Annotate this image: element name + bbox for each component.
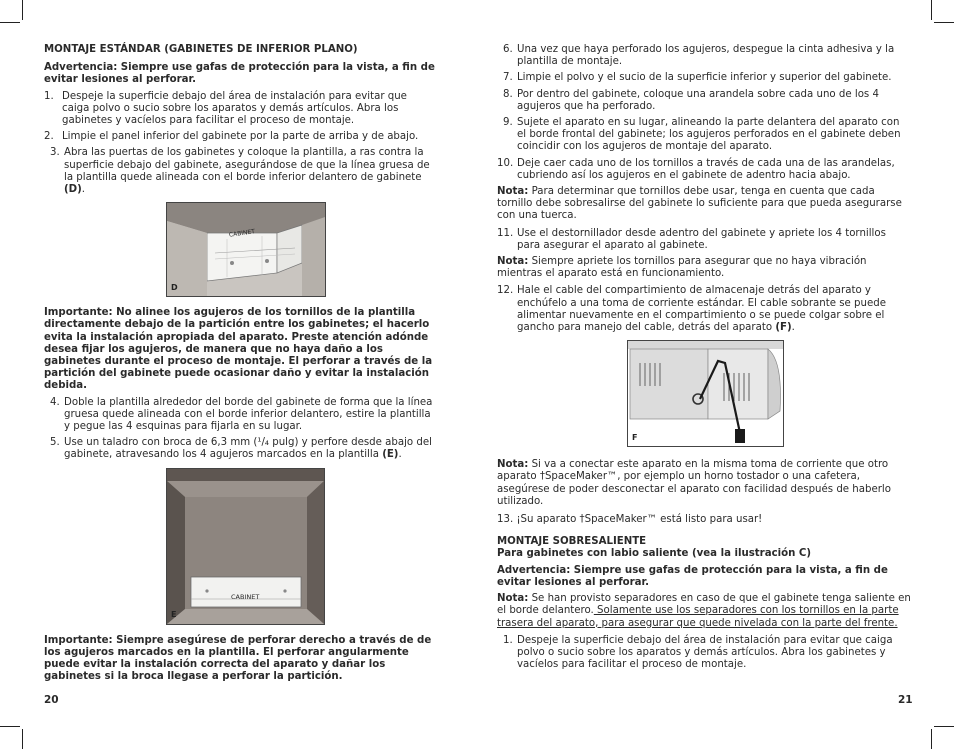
- section-subheading: Para gabinetes con labio saliente (vea la ilustración C): [497, 548, 812, 560]
- note: Nota: Para determinar que tornillos debe usar, tenga en cuenta que cada tornillo debe sobresalirse del gabinete lo suficiente para que pueda asegurarse con una tuerca.: [497, 186, 902, 222]
- note: Nota: Si va a conectar este aparato en la misma toma de corriente que otro aparato †SpaceMaker™, por ejemplo un horno tostador o una cafetera, asegúrese de poder desconectar el aparato con facilidad después de haberlo utilizado.: [497, 459, 891, 507]
- important-note: Importante: Siempre asegúrese de perforar derecho a través de de los agujeros marcados en la plantilla. El perforar angularmente puede evitar la instalación correcta del aparato y dañar los gabinetes si la broca llegase a perforar la partición.: [44, 634, 432, 683]
- page-number: 21: [898, 694, 913, 706]
- safety-warning: Advertencia: Siempre use gafas de protección para la vista, a fin de evitar lesiones al perforar.: [497, 564, 888, 588]
- list-item: 1. Despeje la superficie debajo del área de instalación para evitar que caiga polvo o sucio sobre los aparatos y demás artículos. Abra los gabinetes y vacíelos para facilitar el proceso de montaje.: [503, 634, 893, 671]
- appliance-cord-illustration: [628, 341, 783, 446]
- section-heading: MONTAJE ESTÁNDAR (GABINETES DE INFERIOR PLANO): [44, 44, 358, 55]
- cabinet-template-illustration: [167, 203, 325, 296]
- figure-letter: E: [171, 610, 177, 620]
- list-item: 4. Doble la plantilla alrededor del borde del gabinete de forma que la línea gruesa quede alineada con el borde inferior delantero, estire la plantilla y pegue las 4 esquinas para fijarla en su lugar.: [50, 396, 433, 433]
- list-item: 3. Abra las puertas de los gabinetes y coloque la plantilla, a ras contra la superficie debajo del gabinete, asegurándose de que la línea gruesa de la plantilla quede alineada con el borde inferior delantero de gabinete (D).: [50, 147, 430, 196]
- list-item: 5. Use un taladro con broca de 6,3 mm (¹/₄ pulg) y perfore desde abajo del gabinete, atravesando los 4 agujeros marcados en la plantilla (E).: [50, 437, 432, 461]
- cabinet-label: CABINET: [228, 228, 256, 240]
- list-item: 2. Limpie el panel inferior del gabinete por la parte de arriba y de abajo.: [44, 131, 419, 143]
- crop-mark: [0, 22, 20, 23]
- crop-mark: [931, 0, 932, 20]
- safety-warning: Advertencia: Siempre use gafas de protección para la vista, a fin de evitar lesiones al perforar.: [44, 62, 435, 86]
- list-item: 11. Use el destornillador desde adentro del gabinete y apriete los 4 tornillos para asegurar el aparato al gabinete.: [497, 227, 886, 251]
- list-item: 10. Deje caer cada uno de los tornillos a través de cada una de las arandelas, cubriendo así los agujeros en el gabinete de adentro hacia abajo.: [497, 157, 895, 181]
- note: Nota: Se han provisto separadores en caso de que el gabinete tenga saliente en el borde delantero. Solamente use los separadores con los tornillos en la parte trasera del aparato, para asegurar que quede nivelada con la parte del frente.: [497, 593, 911, 629]
- crop-mark: [934, 22, 954, 23]
- list-item: 9. Sujete el aparato en su lugar, alineando la parte delantera del aparato con el borde frontal del gabinete; los agujeros perforados en el gabinete deben coincidir con los agujeros de montaje del aparato.: [503, 117, 901, 153]
- figure-f: [627, 340, 784, 447]
- final-step: 13. ¡Su aparato †SpaceMaker™ está listo para usar!: [497, 514, 763, 526]
- crop-mark: [934, 726, 954, 727]
- list-item: 1. Despeje la superficie debajo del área de instalación para evitar que caiga polvo o sucio sobre los aparatos y demás artículos. Abra los gabinetes y vacíelos para facilitar el proceso de montaje.: [44, 90, 407, 127]
- crop-mark: [931, 729, 932, 749]
- crop-mark: [22, 0, 23, 20]
- list-item: 7. Limpie el polvo y el sucio de la superficie inferior y superior del gabinete.: [503, 72, 892, 84]
- section-heading: MONTAJE SOBRESALIENTE: [497, 536, 647, 548]
- crop-mark: [0, 726, 20, 727]
- left-page: [44, 44, 436, 683]
- page-number: 20: [44, 694, 59, 706]
- crop-mark: [22, 729, 23, 749]
- right-page: [497, 44, 911, 675]
- figure-letter: D: [171, 283, 178, 293]
- cabinet-label: CABINET: [231, 592, 260, 601]
- list-item: 8. Por dentro del gabinete, coloque una arandela sobre cada uno de los 4 agujeros que ha perforado.: [503, 88, 879, 112]
- list-item: 12. Hale el cable del compartimiento de almacenaje detrás del aparato y enchúfelo a una toma de corriente estándar. El cable sobrante se puede alimentar nuevamente en el compartimiento o se puede colgar sobre el gancho para manejo del cable, detrás del aparato (F).: [497, 285, 886, 334]
- figure-d: [166, 202, 326, 297]
- note: Nota: Siempre apriete los tornillos para asegurar que no haya vibración mientras el aparato está en funcionamiento.: [497, 256, 867, 280]
- figure-e: [166, 468, 325, 625]
- important-note: Importante: No alinee los agujeros de los tornillos de la plantilla directamente debajo de la partición entre los gabinetes; el hacerlo evita la instalación apropiada del aparato. Preste atención adónde desea fijar los agujeros, de manera que no haya daño a los gabinetes durante el proceso de montaje. El perforar a través de la partición del gabinete puede ocasionar daño y evitar la instalación debida.: [44, 307, 433, 392]
- figure-letter: F: [632, 433, 638, 443]
- list-item: 6. Una vez que haya perforado los agujeros, despegue la cinta adhesiva y la plantilla de montaje.: [503, 44, 895, 68]
